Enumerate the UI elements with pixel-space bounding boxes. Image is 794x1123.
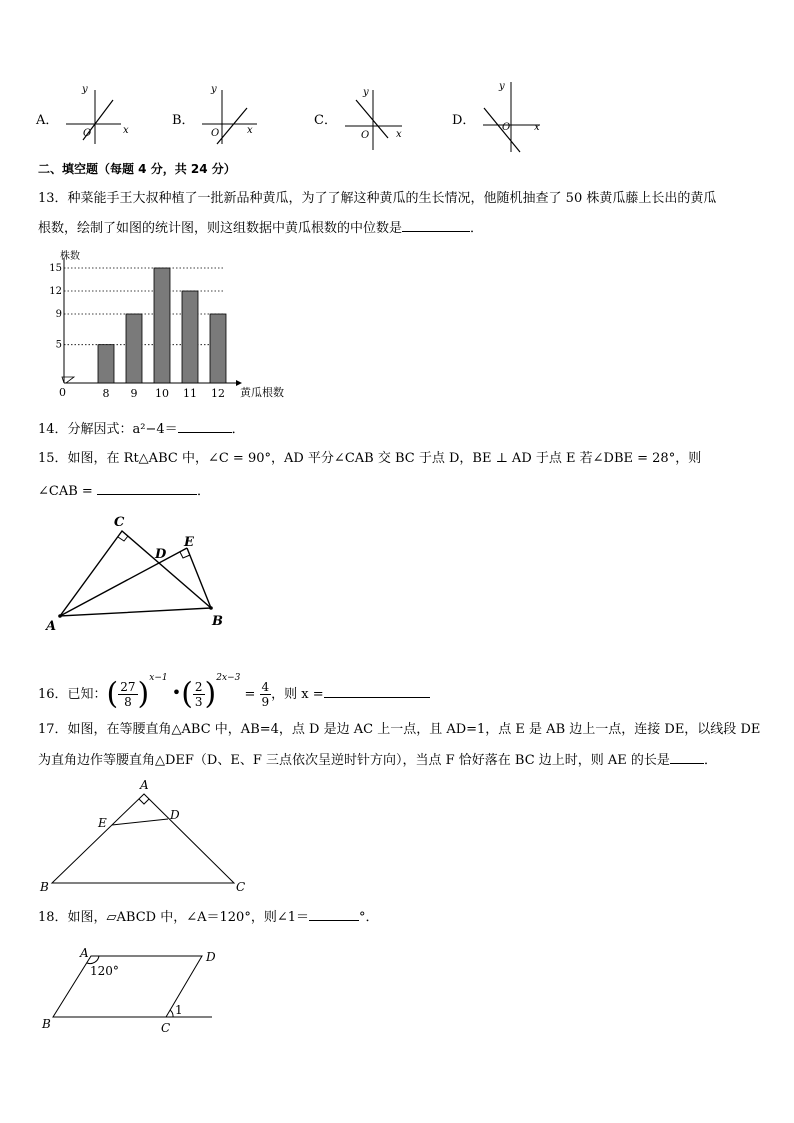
option-a-graph xyxy=(61,82,136,152)
q17-label-d: D xyxy=(170,808,180,822)
cucumber-bar-chart xyxy=(40,246,300,404)
q17-line-de xyxy=(112,819,168,825)
q18-figure xyxy=(36,944,216,1036)
q15-answer-blank[interactable] xyxy=(97,482,197,495)
chart-xlabel: 黄瓜根数 xyxy=(240,386,284,399)
chart-xtick-label-10: 10 xyxy=(155,387,169,400)
option-c-graph xyxy=(342,82,417,152)
q18-end: °． xyxy=(358,910,379,925)
q17-answer-blank[interactable] xyxy=(670,751,704,764)
chart-bar-12 xyxy=(210,314,226,383)
q16-exp-1: x−1 xyxy=(149,673,168,683)
option-a-x: x xyxy=(123,125,129,136)
q18-label-a: A xyxy=(80,946,89,960)
q15-end: ． xyxy=(196,484,210,499)
option-a-o: O xyxy=(83,128,92,139)
chart-xtick-label-12: 12 xyxy=(211,387,225,400)
q15-label-e: E xyxy=(184,535,194,550)
q14-text: 14．分解因式：a²−4＝ xyxy=(38,422,178,437)
option-a-letter: A． xyxy=(36,113,59,128)
q17-line2-text: 为直角边作等腰直角△DEF（D、E、F 三点依次呈逆时针方向），当点 F 恰好落在 BC 边上时，则 AE 的长是 xyxy=(38,753,670,768)
chart-ytick-label-9: 9 xyxy=(55,309,62,320)
q18-text: 18．如图，▱ABCD 中，∠A＝120°，则∠1＝ xyxy=(38,910,309,925)
q15-line2-text: ∠CAB = xyxy=(38,484,93,499)
option-d-y: y xyxy=(499,81,505,92)
option-b-o: O xyxy=(211,128,220,139)
option-c-letter: C． xyxy=(314,113,337,128)
q17-label-b: B xyxy=(40,880,49,894)
option-b-y: y xyxy=(211,84,217,95)
q16-dot: • xyxy=(171,683,182,702)
option-a-y: y xyxy=(82,84,88,95)
q13-line1: 13．种菜能手王大叔种植了一批新品种黄瓜，为了了解这种黄瓜的生长情况，他随机抽查了 50 株黄瓜藤上长出的黄瓜 xyxy=(38,191,717,206)
q13-answer-blank[interactable] xyxy=(402,219,470,232)
q15-line1: 15．如图，在 Rt△ABC 中，∠C = 90°，AD 平分∠CAB 交 BC 于点 D，BE ⊥ AD 于点 E 若∠DBE = 28°，则 xyxy=(38,451,702,466)
q16-fraction-1: $\frac{27}{8}$ xyxy=(120,680,136,709)
q16-answer-blank[interactable] xyxy=(324,685,430,698)
chart-bar-10 xyxy=(154,268,170,383)
q13-line2-text: 根数，绘制了如图的统计图，则这组数据中黄瓜根数的中位数是 xyxy=(38,221,403,236)
q16-prefix: 16．已知： xyxy=(38,687,107,702)
q18-label-1: 1 xyxy=(175,1003,183,1017)
q16-suffix: ，则 x = xyxy=(271,687,324,702)
option-c-y: y xyxy=(363,87,369,98)
section-title: 二、填空题（每题 4 分，共 24 分） xyxy=(38,162,236,176)
q17-right-angle-a xyxy=(139,799,149,804)
q13-end: ． xyxy=(470,221,484,236)
q17-triangle-abc xyxy=(52,794,234,883)
q17-line2 xyxy=(38,749,717,768)
option-c xyxy=(314,82,414,152)
q16-exp-2: 2x−3 xyxy=(216,673,241,683)
q15-label-c: C xyxy=(114,515,125,530)
chart-xtick-label-9: 9 xyxy=(130,387,138,400)
option-c-o: O xyxy=(361,130,370,141)
option-d-letter: D． xyxy=(452,113,476,128)
q14-end: ． xyxy=(231,422,245,437)
q15-figure xyxy=(40,510,240,635)
q15-label-d: D xyxy=(155,547,167,562)
chart-xtick-label-11: 11 xyxy=(183,387,197,400)
q16-eq: = xyxy=(244,687,256,702)
q17-label-e: E xyxy=(98,816,107,830)
option-d-o: O xyxy=(502,122,511,133)
option-b-x: x xyxy=(247,125,253,136)
q17-end: ． xyxy=(703,753,717,768)
q14-answer-blank[interactable] xyxy=(178,420,232,433)
chart-ytick-label-15: 15 xyxy=(49,263,62,274)
q15-label-a: A xyxy=(46,619,57,634)
option-b-letter: B． xyxy=(172,113,195,128)
chart-ytick-label-5: 5 xyxy=(55,339,62,351)
q15-line-ae xyxy=(60,548,187,616)
q15-line2 xyxy=(38,480,210,499)
q14-line xyxy=(38,418,245,437)
chart-ylabel: 株数 xyxy=(60,251,80,262)
q17-figure xyxy=(36,776,256,896)
q15-line-eb xyxy=(187,548,211,608)
q16-fraction-2: $\frac{2}{3}$ xyxy=(194,680,203,709)
q18-label-c: C xyxy=(161,1021,171,1035)
q16-line: 16．已知：( $\frac{27}{8}$ )$^{x-1}$ •( $\frac{2}{3}$ )$^{2x-3}$ = $\frac{4}{9}$ ，则 x = xyxy=(38,655,430,718)
q18-answer-blank[interactable] xyxy=(309,908,359,921)
q17-line1: 17．如图，在等腰直角△ABC 中，AB=4，点 D 是边 AC 上一点，且 AD=1，点 E 是 AB 边上一点，连接 DE，以线段 DE xyxy=(38,722,761,737)
chart-bar-9 xyxy=(126,314,142,383)
option-a xyxy=(36,82,136,152)
q18-label-b: B xyxy=(42,1017,51,1031)
q17-label-c: C xyxy=(236,880,246,894)
q18-angle-1-arc xyxy=(170,1010,173,1017)
q18-line xyxy=(38,906,379,925)
chart-xtick-label-8: 8 xyxy=(102,387,110,400)
q15-label-b: B xyxy=(212,614,223,629)
q15-right-angle-c xyxy=(118,536,128,541)
option-d xyxy=(452,78,552,154)
option-c-x: x xyxy=(396,129,402,140)
chart-bar-11 xyxy=(182,291,198,383)
option-d-x: x xyxy=(534,122,540,133)
q18-label-d: D xyxy=(206,950,216,964)
option-d-graph xyxy=(478,78,552,154)
chart-origin: 0 xyxy=(59,386,66,399)
q17-label-a: A xyxy=(140,778,149,792)
q18-angle-label: 120° xyxy=(90,964,119,978)
chart-ytick-label-12: 12 xyxy=(49,286,62,297)
option-b-graph xyxy=(197,82,272,152)
chart-bar-8 xyxy=(98,345,114,383)
q13-line2 xyxy=(38,217,483,236)
q16-fraction-3: $\frac{4}{9}$ xyxy=(261,680,270,709)
option-b xyxy=(172,82,272,152)
